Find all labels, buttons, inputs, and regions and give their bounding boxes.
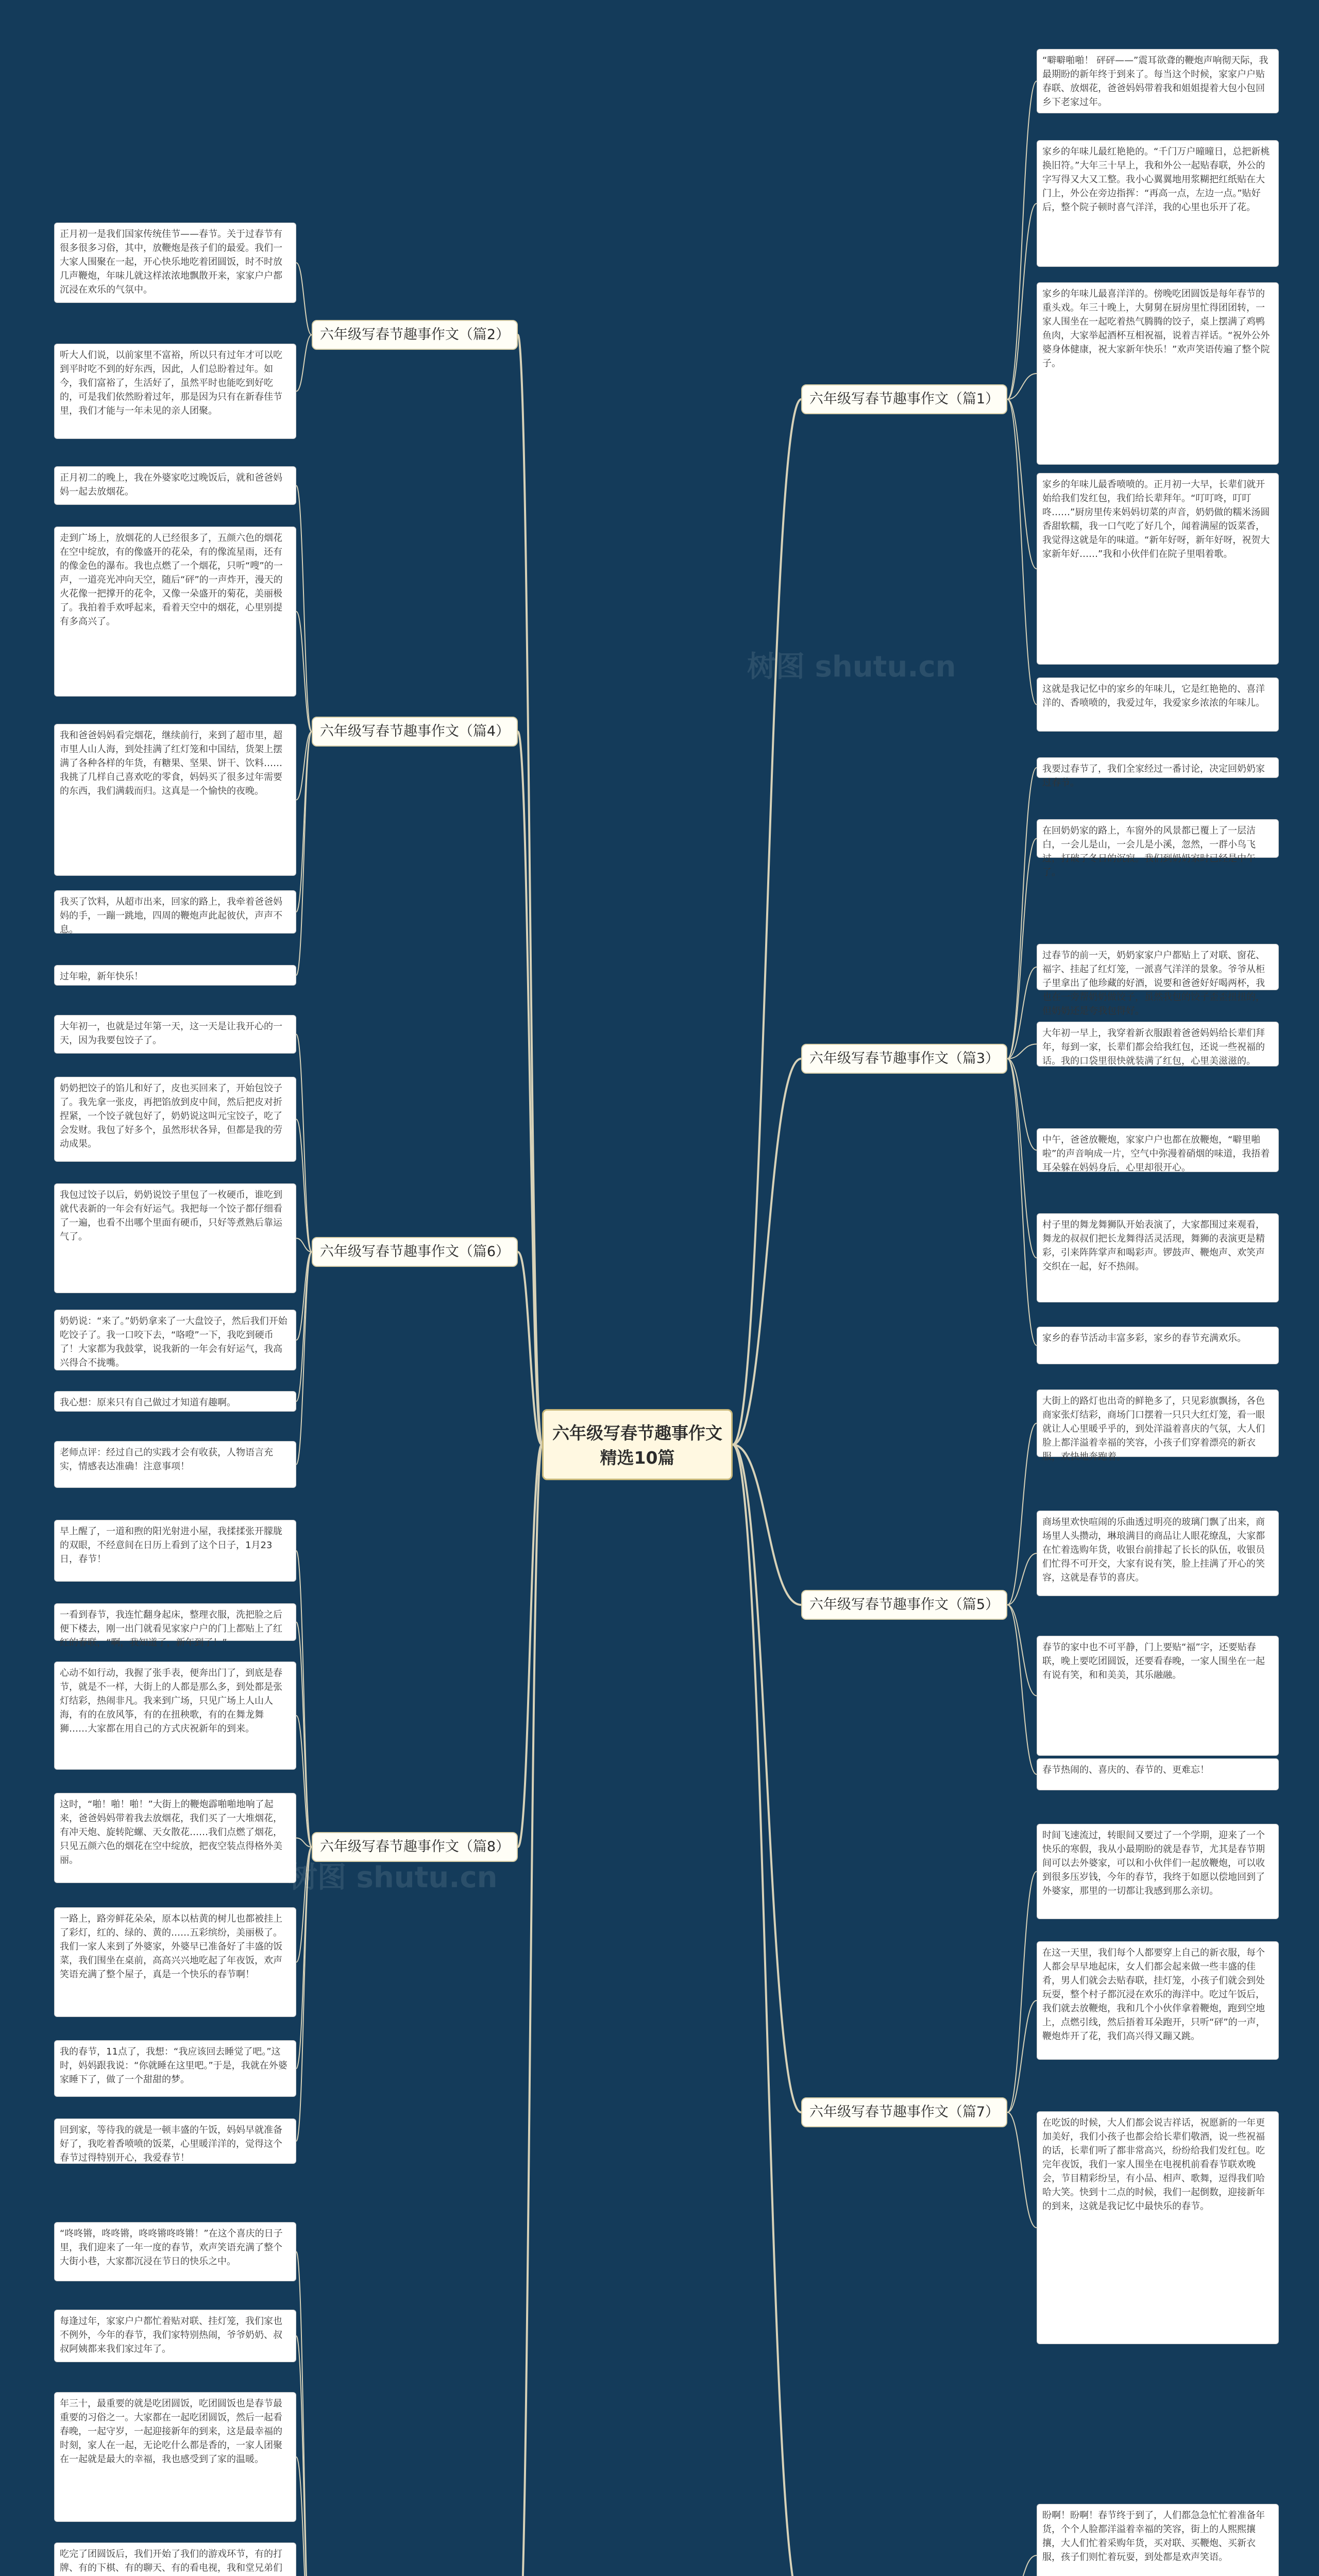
root-branch-link bbox=[733, 1059, 801, 1445]
leaf-text: 每逢过年，家家户户都忙着贴对联、挂灯笼，我们家也不例外，今年的春节，我们家特别热闹，爷爷奶奶、叔叔阿姨都来我们家过年了。 bbox=[54, 2310, 296, 2362]
root-branch-link bbox=[733, 399, 801, 1445]
leaf-text: 一看到春节，我连忙翻身起床，整理衣服，洗把脸之后便下楼去，刚一出门就看见家家户户的门上都贴上了红红的春联，“啊，我知道了，新年到了！” bbox=[54, 1603, 296, 1641]
leaf-text: 在这一天里，我们每个人都要穿上自己的新衣服，每个人都会早早地起床，女人们都会起来做一些丰盛的佳肴，男人们就会去贴春联，挂灯笼，小孩子们就会到处玩耍，整个村子都沉浸在欢乐的海洋中。吃过午饭后，我们就去放鞭炮，我和几个小伙伴拿着鞭炮，跑到空地上，点燃引线，然后捂着耳朵跑开，只听“砰”的一声，鞭炮炸开了花，我们高兴得又蹦又跳。 bbox=[1037, 1941, 1279, 2060]
leaf-text: 在吃饭的时候，大人们都会说吉祥话，祝愿新的一年更加美好，我们小孩子也都会给长辈们敬酒，说一些祝福的话，长辈们听了都非常高兴，纷纷给我们发红包。吃完年夜饭，我们一家人围坐在电视机前看春节联欢晚会，节目精彩纷呈，有小品、相声、歌舞，逗得我们哈哈大笑。快到十二点的时候，我们一起倒数，迎接新年的到来，这就是我记忆中最快乐的春节。 bbox=[1037, 2111, 1279, 2344]
leaf-text: 家乡的年味儿最香喷喷的。正月初一大早，长辈们就开始给我们发红包，我们给长辈拜年。“叮叮咚，叮叮咚……”厨房里传来妈妈切菜的声音，奶奶做的糯米汤圆香甜软糯，我一口气吃了好几个，闻着满屋的饭菜香，我觉得这就是年的味道。“新年好呀，新年好呀，祝贺大家新年好……”我和小伙伴们在院子里唱着歌。 bbox=[1037, 473, 1279, 665]
leaf-text: 我包过饺子以后，奶奶说饺子里包了一枚硬币，谁吃到就代表新的一年会有好运气。我把每一个饺子都仔细看了一遍，也看不出哪个里面有硬币，只好等煮熟后靠运气了。 bbox=[54, 1183, 296, 1293]
leaf-text: 家乡的春节活动丰富多彩，家乡的春节充满欢乐。 bbox=[1037, 1327, 1279, 1364]
leaf-text: 商场里欢快喧闹的乐曲透过明亮的玻璃门飘了出来，商场里人头攒动，琳琅满目的商品让人眼花缭乱，大家都在忙着选购年货，收银台前排起了长长的队伍，收银员们忙得不可开交，大家有说有笑，脸上挂满了开心的笑容，这就是春节的喜庆。 bbox=[1037, 1511, 1279, 1596]
branch-leaf-link bbox=[1007, 1059, 1037, 1150]
leaf-text: 盼啊！盼啊！春节终于到了，人们都急急忙忙着准备年货，个个人脸都洋溢着幸福的笑容，街上的人熙熙攘攘，大人们忙着采购年货，买对联、买鞭炮、买新衣服，孩子们则忙着玩耍，到处都是欢声笑语。 bbox=[1037, 2504, 1279, 2576]
branch-topic-1[interactable]: 六年级写春节趣事作文（篇1） bbox=[801, 384, 1007, 414]
leaf-text: 听大人们说，以前家里不富裕，所以只有过年才可以吃到平时吃不到的好东西，因此，人们总盼着过年。如今，我们富裕了，生活好了，虽然平时也能吃到好吃的，可是我们依然盼着过年，那是因为只有在新春佳节里，我们才能与一年未见的亲人团聚。 bbox=[54, 344, 296, 439]
branch-leaf-link bbox=[296, 612, 312, 732]
branch-leaf-link bbox=[1007, 2555, 1037, 2576]
branch-leaf-link bbox=[1007, 81, 1037, 400]
leaf-text: 这就是我记忆中的家乡的年味儿，它是红艳艳的、喜洋洋的、香喷喷的，我爱过年，我爱家乡浓浓的年味儿。 bbox=[1037, 677, 1279, 732]
root-branch-link bbox=[518, 335, 542, 1445]
branch-topic-2[interactable]: 六年级写春节趣事作文（篇2） bbox=[312, 320, 518, 350]
leaf-text: 我心想：原来只有自己做过才知道有趣啊。 bbox=[54, 1391, 296, 1412]
branch-topic-7[interactable]: 六年级写春节趣事作文（篇7） bbox=[801, 2097, 1007, 2127]
branch-leaf-link bbox=[1007, 1605, 1037, 1774]
leaf-text: 过年啦，新年快乐！ bbox=[54, 965, 296, 986]
leaf-text: 在回奶奶家的路上，车窗外的风景都已覆上了一层洁白，一会儿是山，一会儿是小溪，忽然，一群小鸟飞过，打破了冬日的沉寂。我们到奶奶家时已经是中午了。 bbox=[1037, 819, 1279, 858]
leaf-text: 我的春节，11点了，我想：“我应该回去睡觉了吧。”这时，妈妈跟我说：“你就睡在这里吧。”于是，我就在外婆家睡下了，做了一个甜甜的梦。 bbox=[54, 2040, 296, 2097]
leaf-text: 春节热闹的、喜庆的、春节的、更难忘！ bbox=[1037, 1758, 1279, 1790]
branch-leaf-link bbox=[296, 2252, 312, 2576]
branch-leaf-link bbox=[296, 1551, 312, 1847]
leaf-text: 正月初一是我们国家传统佳节——春节。关于过春节有很多很多习俗，其中，放鞭炮是孩子们的最爱。我们一大家人围聚在一起，开心快乐地吃着团圆饭，时不时放几声鞭炮，年味儿就这样浓浓地飘散开来，家家户户都沉浸在欢乐的气氛中。 bbox=[54, 223, 296, 303]
branch-leaf-link bbox=[296, 1252, 312, 1465]
branch-leaf-link bbox=[296, 263, 312, 335]
branch-leaf-link bbox=[296, 1035, 312, 1252]
leaf-text: 吃完了团圆饭后，我们开始了我们的游戏环节，有的打牌、有的下棋、有的聊天、有的看电视，我和堂兄弟们 bbox=[54, 2543, 296, 2576]
branch-leaf-link bbox=[1007, 1605, 1037, 1696]
watermark: 树图 shutu.cn bbox=[289, 1861, 498, 1894]
branch-topic-3[interactable]: 六年级写春节趣事作文（篇3） bbox=[801, 1044, 1007, 1074]
branch-leaf-link bbox=[1007, 1872, 1037, 2113]
root-branch-link bbox=[733, 1445, 801, 2576]
leaf-text: 奶奶说：“来了。”奶奶拿来了一大盘饺子，然后我们开始吃饺子了。我一口咬下去，“咯噔”一下，我吃到硬币了！大家都为我鼓掌，说我新的一年会有好运气，我高兴得合不拢嘴。 bbox=[54, 1310, 296, 1370]
branch-leaf-link bbox=[1007, 399, 1037, 705]
branch-leaf-link bbox=[296, 732, 312, 912]
leaf-text: 村子里的舞龙舞狮队开始表演了，大家都围过来观看，舞龙的叔叔们把长龙舞得活灵活现，舞狮的表演更是精彩，引来阵阵掌声和喝彩声。锣鼓声、鞭炮声、欢笑声交织在一起，好不热闹。 bbox=[1037, 1213, 1279, 1302]
leaf-text: 我买了饮料，从超市出来，回家的路上，我牵着爸爸妈妈的手，一蹦一跳地，四周的鞭炮声此起彼伏，声声不息。 bbox=[54, 890, 296, 934]
leaf-text: 奶奶把饺子的馅儿和好了，皮也买回来了，开始包饺子了。我先拿一张皮，再把馅放到皮中间，然后把皮对折捏紧，一个饺子就包好了，奶奶说这叫元宝饺子，吃了会发财。我包了好多个，虽然形状各异，但都是我的劳动成果。 bbox=[54, 1077, 296, 1162]
leaf-text: 过春节的前一天，奶奶家家户户都贴上了对联、窗花、福字、挂起了红灯笼，一派喜气洋洋的景象。爷爷从柜子里拿出了他珍藏的好酒，说要和爸爸好好喝两杯，我也在一旁帮奶奶做饺子，虽然我包的饺子歪歪扭扭的，但奶奶还是夸我包得好。 bbox=[1037, 944, 1279, 990]
leaf-text: 家乡的年味儿最喜洋洋的。傍晚吃团圆饭是每年春节的重头戏。年三十晚上，大舅舅在厨房里忙得团团转，一家人围坐在一起吃着热气腾腾的饺子，桌上摆满了鸡鸭鱼肉，大家举起酒杯互相祝福，说着吉祥话。“祝外公外婆身体健康，祝大家新年快乐！”欢声笑语传遍了整个院子。 bbox=[1037, 282, 1279, 465]
branch-leaf-link bbox=[296, 335, 312, 392]
leaf-text: 走到广场上，放烟花的人已经很多了，五颜六色的烟花在空中绽放，有的像盛开的花朵，有的像流星雨，还有的像金色的瀑布。我也点燃了一个烟花，只听“嗖”的一声，一道亮光冲向天空，随后“砰”的一声炸开，漫天的火花像一把撑开的花伞，又像一朵盛开的菊花，美丽极了。我拍着手欢呼起来，看着天空中的烟花，心里别提有多高兴了。 bbox=[54, 527, 296, 697]
branch-topic-4[interactable]: 六年级写春节趣事作文（篇4） bbox=[312, 717, 518, 747]
branch-leaf-link bbox=[1007, 1059, 1037, 1258]
leaf-text: 我要过春节了，我们全家经过一番讨论，决定回奶奶家过春节。 bbox=[1037, 757, 1279, 778]
leaf-text: “咚咚锵，咚咚锵，咚咚锵咚咚锵！”在这个喜庆的日子里，我们迎来了一年一度的春节，欢声笑语充满了整个大街小巷，大家都沉浸在节日的快乐之中。 bbox=[54, 2222, 296, 2281]
leaf-text: 中午，爸爸放鞭炮，家家户户也都在放鞭炮，“噼里啪啦”的声音响成一片，空气中弥漫着硝烟的味道，我捂着耳朵躲在妈妈身后，心里却很开心。 bbox=[1037, 1128, 1279, 1172]
branch-leaf-link bbox=[296, 1252, 312, 1401]
branch-leaf-link bbox=[296, 486, 312, 732]
branch-leaf-link bbox=[296, 1847, 312, 2141]
watermark: 树图 shutu.cn bbox=[747, 650, 956, 684]
leaf-text: 我和爸爸妈妈看完烟花，继续前行，来到了超市里，超市里人山人海，到处挂满了红灯笼和中国结，货架上摆满了各种各样的年货，有糖果、坚果、饼干、饮料……我挑了几样自己喜欢吃的零食，妈妈买了很多过年需要的东西，我们满载而归。这真是一个愉快的夜晚。 bbox=[54, 724, 296, 876]
leaf-text: 心动不如行动，我握了张手表，便奔出门了，到底是春节，就是不一样，大街上的人都是那么多，到处都是张灯结彩，热闹非凡。我来到广场，只见广场上人山人海，有的在放风筝，有的在扭秧歌，有的在舞龙舞狮……大家都在用自己的方式庆祝新年的到来。 bbox=[54, 1662, 296, 1770]
branch-topic-6[interactable]: 六年级写春节趣事作文（篇6） bbox=[312, 1237, 518, 1267]
branch-topic-5[interactable]: 六年级写春节趣事作文（篇5） bbox=[801, 1590, 1007, 1620]
leaf-text: 这时，“啪！啪！啪！”大街上的鞭炮霹啪啪地响了起来，爸爸妈妈带着我去放烟花，我们买了一大堆烟花，有冲天炮、旋转陀螺、天女散花……我们点燃了烟花，只见五颜六色的烟花在空中绽放，把夜空装点得格外美丽。 bbox=[54, 1793, 296, 1883]
leaf-text: 回到家，等待我的就是一顿丰盛的午饭，妈妈早就准备好了，我吃着香喷喷的饭菜，心里暖洋洋的，觉得这个春节过得特别开心，我爱春节！ bbox=[54, 2119, 296, 2164]
branch-leaf-link bbox=[1007, 839, 1037, 1059]
branch-leaf-link bbox=[1007, 2112, 1037, 2228]
leaf-text: 大街上的路灯也出奇的鲜艳多了，只见彩旗飘扬，各色商家张灯结彩，商场门口摆着一只只大红灯笼，看一眼就让人心里暖乎乎的，到处洋溢着喜庆的气氛，大人们脸上都洋溢着幸福的笑容，小孩子们穿着漂亮的新衣服，欢快地奔跑着。 bbox=[1037, 1389, 1279, 1457]
leaf-text: 一路上，路旁鲜花朵朵，原本以枯黄的树儿也都被挂上了彩灯，红的、绿的、黄的……五彩缤纷，美丽极了。我们一家人来到了外婆家，外婆早已准备好了丰盛的饭菜，我们围坐在桌前，高高兴兴地吃起了年夜饭，欢声笑语充满了整个屋子，真是一个快乐的春节啊！ bbox=[54, 1907, 296, 2017]
leaf-text: 大年初一，也就是过年第一天，这一天是让我开心的一天，因为我要包饺子了。 bbox=[54, 1015, 296, 1054]
leaf-text: 老师点评：经过自己的实践才会有收获，人物语言充实，情感表达准确！注意事项！ bbox=[54, 1441, 296, 1488]
leaf-text: 春节的家中也不可平静，门上要贴“福”字，还要贴春联，晚上要吃团圆饭，还要看春晚，一家人围坐在一起有说有笑，和和美美，其乐融融。 bbox=[1037, 1636, 1279, 1756]
branch-leaf-link bbox=[1007, 2001, 1037, 2112]
leaf-text: “噼噼啪啪！ 砰砰——”震耳欲聋的鞭炮声响彻天际，我最期盼的新年终于到来了。每当这个时候，家家户户贴春联、放烟花，爸爸妈妈带着我和姐姐提着大包小包回乡下老家过年。 bbox=[1037, 49, 1279, 113]
central-topic[interactable]: 六年级写春节趣事作文精选10篇 bbox=[542, 1409, 733, 1480]
leaf-text: 时间飞速流过，转眼间又要过了一个学期，迎来了一个快乐的寒假，我从小最期盼的就是春节，尤其是春节期间可以去外婆家，可以和小伙伴们一起放鞭炮，可以收到很多压岁钱，今年的春节，我终于如愿以偿地回到了外婆家，那里的一切都让我感到那么亲切。 bbox=[1037, 1824, 1279, 1919]
leaf-text: 早上醒了，一道和煦的阳光射进小屋，我揉揉张开朦胧的双眼，不经意间在日历上看到了这个日子，1月23日，春节！ bbox=[54, 1520, 296, 1582]
leaf-text: 正月初二的晚上，我在外婆家吃过晚饭后，就和爸爸妈妈一起去放烟花。 bbox=[54, 466, 296, 505]
branch-topic-8[interactable]: 六年级写春节趣事作文（篇8） bbox=[312, 1832, 518, 1862]
leaf-text: 大年初一早上，我穿着新衣服跟着爸爸妈妈给长辈们拜年，每到一家，长辈们都会给我红包，还说一些祝福的话。我的口袋里很快就装满了红包，心里美滋滋的。 bbox=[1037, 1022, 1279, 1066]
leaf-text: 年三十，最重要的就是吃团圆饭，吃团圆饭也是春节最重要的习俗之一。大家都在一起吃团圆饭，然后一起看春晚，一起守岁，一起迎接新年的到来，这是最幸福的时刻，家人在一起，无论吃什么都是香的，一家人团聚在一起就是最大的幸福，我也感受到了家的温暖。 bbox=[54, 2392, 296, 2522]
branch-leaf-link bbox=[296, 1622, 312, 1848]
leaf-text: 家乡的年味儿最红艳艳的。“千门万户曈曈日，总把新桃换旧符。”大年三十早上，我和外公一起贴春联，外公的字写得又大又工整。我小心翼翼地用浆糊把红纸贴在大门上，外公在旁边指挥：“再高一点，左边一点。”贴好后，整个院子顿时喜气洋洋，我的心里也乐开了花。 bbox=[1037, 140, 1279, 267]
